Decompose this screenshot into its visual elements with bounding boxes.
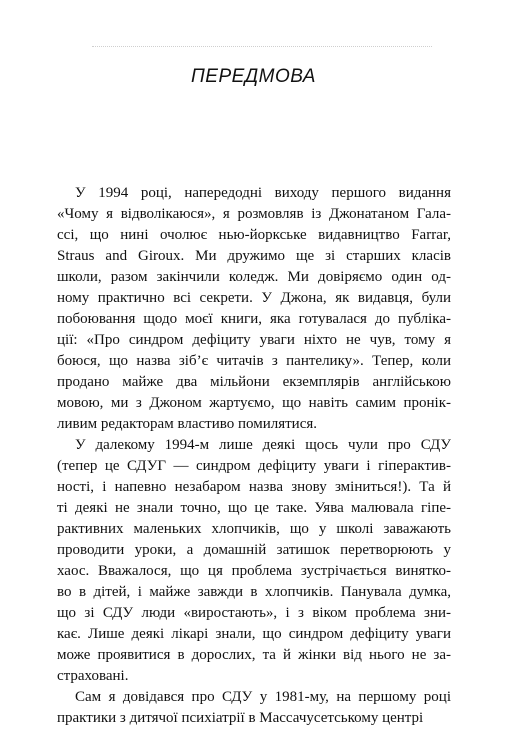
text-line: ті деякі не знали точно, що це таке. Уява малювала гіпе- [57,500,451,516]
paragraph [57,435,451,687]
text-line: У 1994 році, напередодні виходу першого видання [75,185,451,201]
text-line: може проявитися в дорослих, та й жінки від нього не за- [57,647,451,663]
text-line: продано майже два мільйони екземплярів англійською [57,374,451,390]
text-line: рактивних маленьких хлопчиків, що у школі заважають [57,521,451,537]
text-line: хаос. Вважалося, що ця проблема зустрічається винятко- [57,563,451,579]
text-line: побоювання щодо моєї книги, яка готувалася до публіка- [57,311,451,327]
text-line: ції: «Про синдром дефіциту уваги ніхто не чув, тому я [57,332,451,348]
text-line: що зі СДУ люди «виростають», і з віком проблема зни- [57,605,451,621]
text-line: страховані. [57,668,129,684]
paragraph [57,687,451,729]
chapter-title: ПЕРЕДМОВА [191,66,316,87]
text-line: Сам я довідався про СДУ у 1981-му, на першому році [75,689,451,705]
text-line: мовою, ми з Джоном жартуємо, що навіть самим пронік- [57,395,451,411]
text-line: ності, і напевно незабаром назва знову зміниться!). Та й [57,479,451,495]
paragraphs [57,183,451,729]
text-line: ному практично всі секрети. У Джона, як видавця, були [57,290,451,306]
text-line: практики з дитячої психіатрії в Массачусетському центрі [57,710,424,726]
text-line: ссі, що нині очолює нью-йоркське видавництво Farrar, [57,227,451,243]
paragraph [57,183,451,435]
text-line: кає. Лише деякі лікарі знали, що синдром дефіциту уваги [57,626,451,642]
text-line: ливим редакторам властиво помилятися. [57,416,317,432]
text-line: во в дітей, і майже завжди в хлопчиків. Панувала думка, [57,584,451,600]
text-line: Straus and Giroux. Ми дружимо ще зі старших класів [57,248,451,264]
text-line: проводити уроки, а домашній затишок перетворюють у [57,542,451,558]
text-line: «Чому я відволікаюся», я розмовляв із Джонатаном Гала- [57,206,451,222]
header-rule [92,46,432,47]
text-line: боюся, що назва зіб’є читачів з пантелику». Тепер, коли [57,353,451,369]
body-text [57,183,451,729]
text-line: школи, разом закінчили коледж. Ми довіряємо один од- [57,269,451,285]
text-line: У далекому 1994-м лише деякі щось чули про СДУ [75,437,451,453]
text-line: (тепер це СДУГ — синдром дефіциту уваги і гіперактив- [57,458,451,474]
